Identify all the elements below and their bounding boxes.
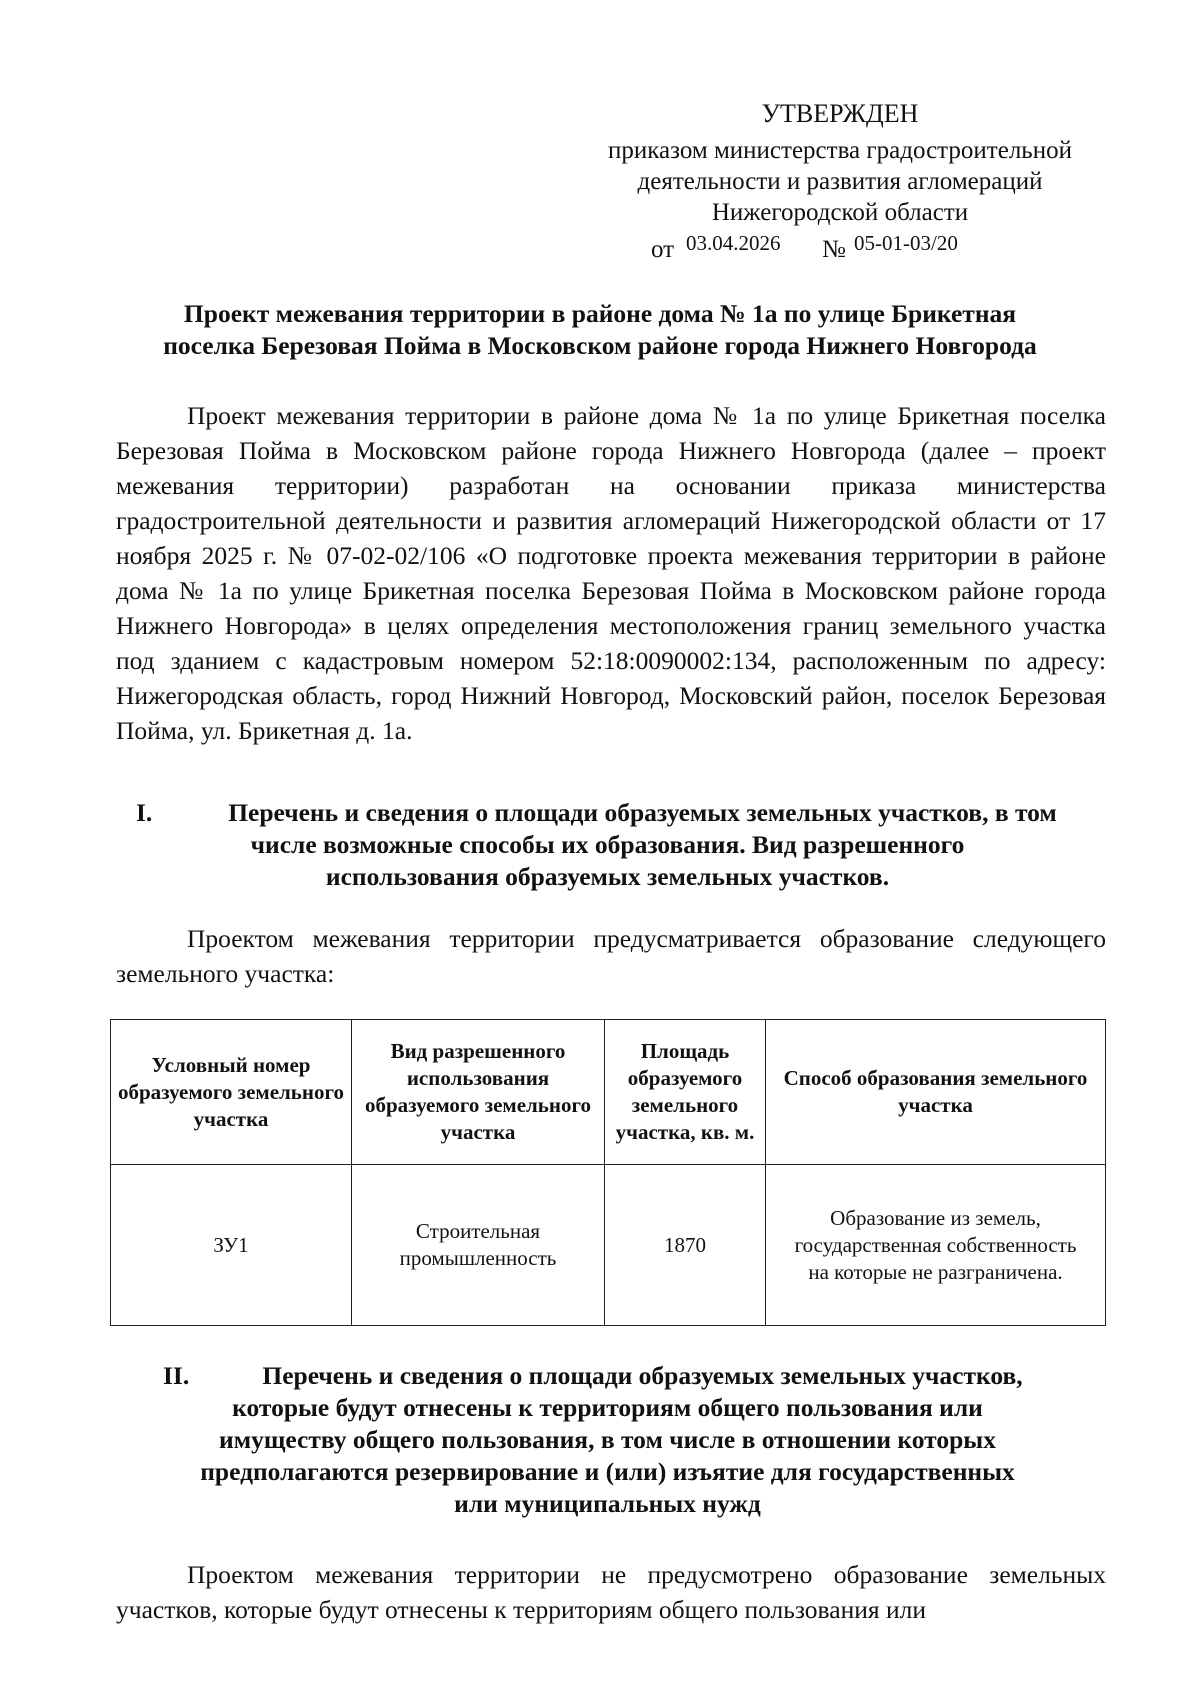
- cell-permitted-use: Строительная промышленность: [352, 1165, 605, 1326]
- approval-stamp: [560, 98, 1120, 262]
- approval-number: 05-01-03/20: [854, 231, 958, 255]
- section-2-line-2: которые будут отнесены к территориям общего пользования или: [232, 1393, 983, 1422]
- header-permitted-use: Вид разрешенного использования образуемого земельного участка: [352, 1020, 605, 1165]
- cell-plot-number: ЗУ1: [111, 1165, 352, 1326]
- section-2-line-5: или муниципальных нужд: [454, 1489, 761, 1518]
- document-title-line-1: Проект межевания территории в районе дома № 1а по улице Брикетная: [183, 299, 1017, 328]
- table-header-row: [111, 1020, 1106, 1165]
- approval-date-line: [560, 228, 1120, 262]
- header-plot-number: Условный номер образуемого земельного участка: [111, 1020, 352, 1165]
- header-formation-method: Способ образования земельного участка: [766, 1020, 1106, 1165]
- intro-paragraph-text: Проект межевания территории в районе дома № 1а по улице Брикетная поселка Березовая Пойма в Московском районе города Нижнего Новгорода (далее – проект межевания территории) разработан на основании приказа министерства градостроительной деятельности и развития агломераций Нижегородской области от 17 ноября 2025 г. № 07-02-02/106 «О подготовке проекта межевания территории в районе дома № 1а по улице Брикетная поселка Березовая Пойма в Московском районе города Нижнего Новгорода» в целях определения местоположения границ земельного участка под зданием с кадастровым номером 52:18:0090002:134, расположенным по адресу: Нижегородская область, город Нижний Новгород, Московский район, поселок Березовая Пойма, ул. Брикетная д. 1а.: [116, 401, 1106, 745]
- cell-area: 1870: [605, 1165, 766, 1326]
- section-1-line-1: Перечень и сведения о площади образуемых земельных участков, в том: [228, 798, 1057, 827]
- section-1-line-3: использования образуемых земельных участков.: [325, 862, 890, 891]
- section-1-number: I.: [136, 798, 153, 827]
- section-1-paragraph: [116, 921, 1106, 991]
- header-area: Площадь образуемого земельного участка, кв. м.: [605, 1020, 766, 1165]
- section-2-heading: [110, 1360, 1105, 1520]
- intro-paragraph: [116, 398, 1106, 748]
- section-2-paragraph-text: Проектом межевания территории не предусмотрено образование земельных участков, которые будут отнесены к территориям общего пользования или: [116, 1560, 1106, 1624]
- approval-title: УТВЕРЖДЕН: [761, 99, 919, 128]
- cell-formation-method: Образование из земель, государственная собственность на которые не разграничена.: [766, 1165, 1106, 1326]
- number-prefix: №: [822, 236, 846, 263]
- table-row: [111, 1165, 1106, 1326]
- section-2-line-3: имуществу общего пользования, в том числе в отношении которых: [219, 1425, 996, 1454]
- approval-date: 03.04.2026: [686, 231, 781, 255]
- section-2-line-4: предполагаются резервирование и (или) изъятие для государственных: [200, 1457, 1015, 1486]
- approval-line-1: приказом министерства градостроительной: [608, 137, 1072, 164]
- section-1-heading: [110, 797, 1105, 893]
- section-2-paragraph: [116, 1557, 1106, 1627]
- land-plots-table: [110, 1019, 1106, 1326]
- document-title-line-2: поселка Березовая Пойма в Московском районе города Нижнего Новгорода: [163, 331, 1037, 360]
- date-prefix: от: [651, 236, 675, 263]
- section-1-line-2: числе возможные способы их образования. Вид разрешенного: [250, 830, 965, 859]
- approval-line-3: Нижегородской области: [711, 199, 969, 226]
- section-2-line-1: Перечень и сведения о площади образуемых земельных участков,: [262, 1361, 1023, 1390]
- approval-line-2: деятельности и развития агломераций: [637, 168, 1043, 195]
- section-1-paragraph-text: Проектом межевания территории предусматривается образование следующего земельного участка:: [116, 924, 1106, 988]
- section-2-number: II.: [163, 1361, 190, 1390]
- document-title: [110, 298, 1090, 362]
